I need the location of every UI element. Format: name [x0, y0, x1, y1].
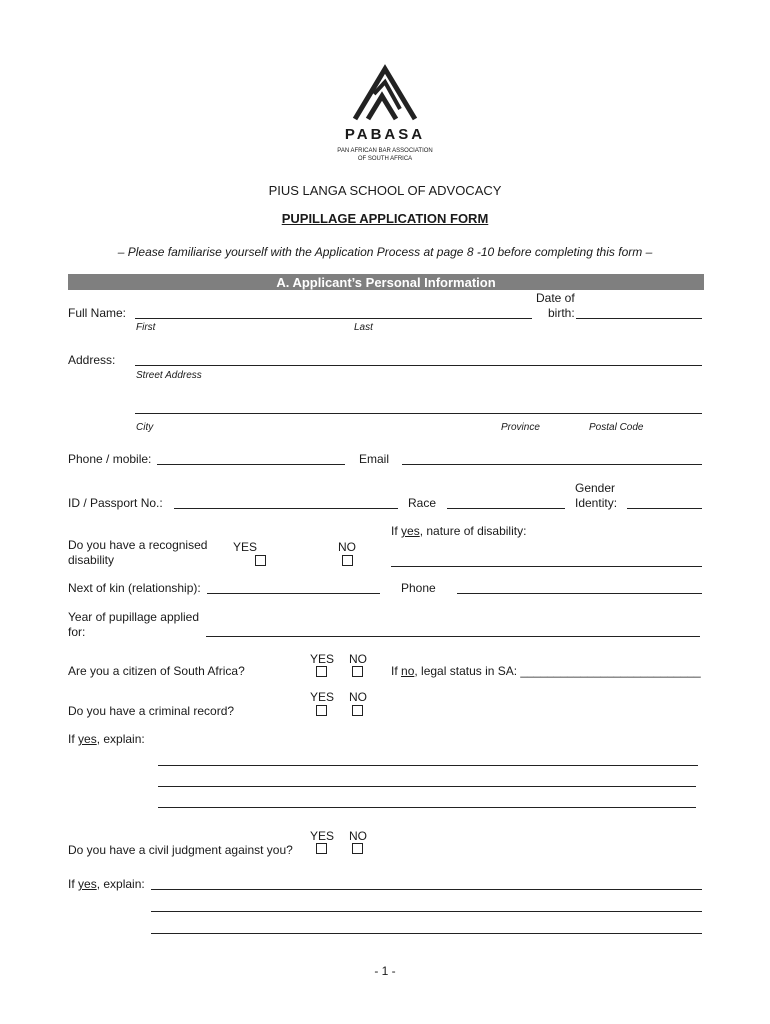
- if-text: If: [68, 732, 79, 746]
- year-label-1: Year of pupillage applied: [68, 610, 199, 624]
- id-passport-label: ID / Passport No.:: [68, 496, 163, 510]
- civil-yes-checkbox[interactable]: [316, 843, 327, 854]
- no-underlined: no: [401, 664, 415, 678]
- street-address-label: Street Address: [136, 370, 202, 381]
- explain-text: , explain:: [96, 732, 145, 746]
- civil-no-checkbox[interactable]: [352, 843, 363, 854]
- dob-label-1: Date of: [536, 291, 575, 305]
- civil-no-label: NO: [349, 829, 367, 843]
- civil-question: Do you have a civil judgment against you?: [68, 843, 293, 857]
- disability-yes-checkbox[interactable]: [255, 555, 266, 566]
- pabasa-logo: [337, 64, 433, 168]
- gender-line[interactable]: [627, 508, 702, 509]
- section-a-bar: [68, 274, 704, 290]
- email-line[interactable]: [402, 464, 702, 465]
- city-label: City: [136, 422, 154, 433]
- disability-no-label: NO: [338, 540, 356, 554]
- legal-status-label: [391, 664, 701, 678]
- page-number: - 1 -: [374, 964, 396, 978]
- kin-phone-line[interactable]: [457, 593, 702, 594]
- address-label: Address:: [68, 353, 116, 367]
- form-title: PUPILLAGE APPLICATION FORM: [281, 211, 489, 226]
- last-label: Last: [354, 322, 373, 333]
- year-label-2: for:: [68, 625, 86, 639]
- civil-explain-line-3[interactable]: [151, 933, 702, 934]
- phone-mobile-label: Phone / mobile:: [68, 452, 152, 466]
- civil-explain-line-1[interactable]: [151, 889, 702, 890]
- criminal-no-label: NO: [349, 690, 367, 704]
- full-name-label: Full Name:: [68, 306, 127, 320]
- citizen-yes-checkbox[interactable]: [316, 666, 327, 677]
- postal-code-label: Postal Code: [589, 422, 644, 433]
- criminal-explain-line-3[interactable]: [158, 807, 696, 808]
- phone-mobile-line[interactable]: [157, 464, 345, 465]
- instruction-text: – Please familiarise yourself with the Application Process at page 8 -10 before completing this form –: [117, 245, 653, 259]
- next-of-kin-line[interactable]: [207, 593, 380, 594]
- dob-label-2: birth:: [548, 306, 575, 320]
- province-label: Province: [501, 422, 540, 433]
- criminal-yes-checkbox[interactable]: [316, 705, 327, 716]
- civil-yes-label: YES: [310, 829, 335, 843]
- school-name: PIUS LANGA SCHOOL OF ADVOCACY: [268, 183, 502, 198]
- civil-explain-label: [68, 877, 145, 891]
- disability-yes-label: YES: [233, 540, 258, 554]
- civil-explain-line-2[interactable]: [151, 911, 702, 912]
- disability-question-2: disability: [68, 553, 115, 567]
- if-text: If: [68, 877, 79, 891]
- gender-label-1: Gender: [575, 481, 616, 495]
- disability-question-1: Do you have a recognised: [68, 538, 208, 552]
- next-of-kin-label: Next of kin (relationship):: [68, 581, 201, 595]
- full-name-line[interactable]: [135, 318, 532, 319]
- kin-phone-label: Phone: [401, 581, 436, 595]
- citizen-yes-label: YES: [310, 652, 335, 666]
- street-line[interactable]: [135, 365, 702, 366]
- citizen-question: Are you a citizen of South Africa?: [68, 664, 245, 678]
- year-line[interactable]: [206, 636, 700, 637]
- email-label: Email: [359, 452, 390, 466]
- criminal-question: Do you have a criminal record?: [68, 704, 235, 718]
- criminal-explain-line-2[interactable]: [158, 786, 696, 787]
- yes-underlined: yes: [78, 732, 97, 746]
- criminal-explain-label: [68, 732, 145, 746]
- if-text: If: [391, 524, 402, 538]
- section-a-title: A. Applicant’s Personal Information: [276, 275, 496, 290]
- race-line[interactable]: [447, 508, 565, 509]
- criminal-explain-line-1[interactable]: [158, 765, 698, 766]
- citizen-no-checkbox[interactable]: [352, 666, 363, 677]
- id-passport-line[interactable]: [174, 508, 398, 509]
- if-text: If: [391, 664, 402, 678]
- yes-underlined: yes: [78, 877, 97, 891]
- logo-name: PABASA: [344, 126, 426, 143]
- citizen-no-label: NO: [349, 652, 367, 666]
- city-line[interactable]: [135, 413, 702, 414]
- disability-no-checkbox[interactable]: [342, 555, 353, 566]
- disability-nature-line[interactable]: [391, 566, 702, 567]
- yes-underlined: yes: [401, 524, 420, 538]
- mountain-logo-icon: [340, 64, 430, 124]
- gender-label-2: Identity:: [575, 496, 618, 510]
- disability-nature-label: [391, 524, 526, 538]
- race-label: Race: [408, 496, 437, 510]
- criminal-no-checkbox[interactable]: [352, 705, 363, 716]
- logo-subtitle-1: PAN AFRICAN BAR ASSOCIATION: [337, 148, 433, 154]
- criminal-yes-label: YES: [310, 690, 335, 704]
- first-label: First: [136, 322, 156, 333]
- dob-line[interactable]: [576, 318, 702, 319]
- logo-subtitle-2: OF SOUTH AFRICA: [357, 156, 413, 162]
- explain-text: , explain:: [96, 877, 145, 891]
- nature-text: , nature of disability:: [419, 524, 527, 538]
- legal-status-text: , legal status in SA: ___________________________: [414, 664, 701, 678]
